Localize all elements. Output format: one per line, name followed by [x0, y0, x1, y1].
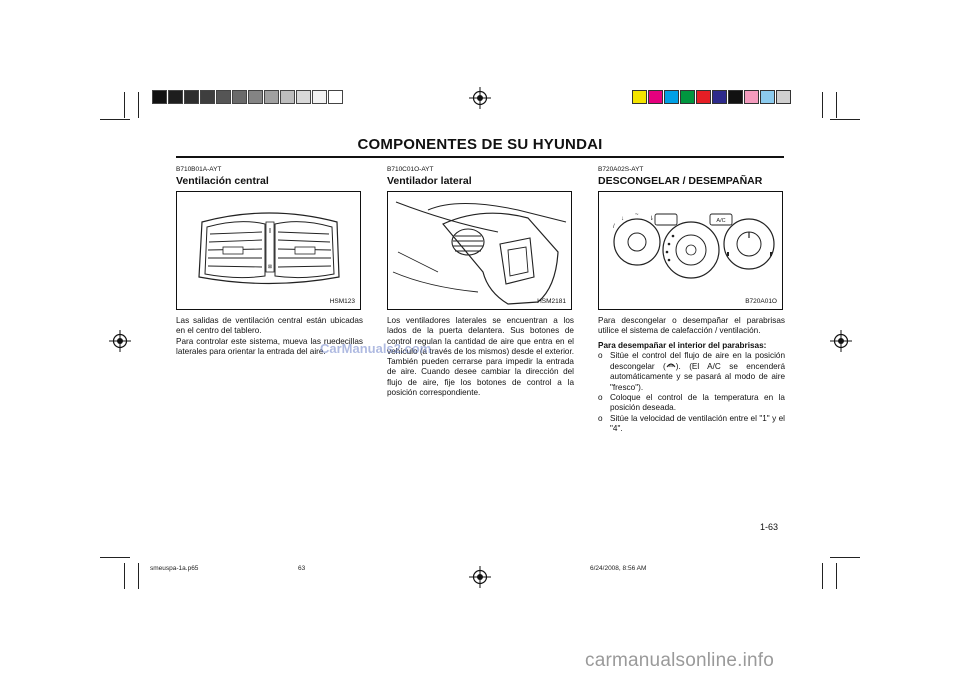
page-number: 1-63 — [760, 522, 779, 532]
crop-mark — [100, 557, 130, 558]
crop-mark — [138, 563, 139, 589]
footer-file: smeuspa-1a.p65 — [150, 565, 199, 572]
section-code: B710B01A-AYT — [176, 166, 222, 173]
color-swatch — [280, 90, 295, 104]
color-swatch — [648, 90, 663, 104]
climate-control-illustration — [599, 192, 782, 309]
color-swatch — [712, 90, 727, 104]
section-body — [598, 316, 785, 434]
registration-mark-icon — [469, 87, 491, 109]
side-vent-figure — [387, 191, 572, 310]
color-swatch — [312, 90, 327, 104]
crop-mark — [830, 119, 860, 120]
crop-mark — [124, 563, 125, 589]
crop-mark — [822, 92, 823, 118]
color-swatch — [664, 90, 679, 104]
list-item — [598, 351, 785, 393]
svg-text:/: / — [613, 224, 615, 230]
list-item — [598, 393, 785, 414]
paragraph: Los ventiladores laterales se encuentran a los lados de la puerta delantera. Sus botones de control regulan la cantidad de aire que entra en el vehículo (a través de los mismos) desde el exterior. También pueden cerrarse para impedir la entrada de aire. Cuando desee cambiar la dirección del flujo de aire, fije los botones de control a la posición correspondiente. — [387, 316, 574, 398]
paragraph: Para controlar este sistema, mueva las ruedecillas laterales para orientar la entrada del aire. — [176, 336, 363, 356]
paragraph: Las salidas de ventilación central están ubicadas en el centro del tablero. — [176, 316, 363, 336]
header-rule — [176, 156, 784, 158]
bullet-text-part: ). (El A/C se encenderá automáticamente y se pasará al modo de aire "fresco"). — [610, 362, 785, 392]
crop-mark — [836, 92, 837, 118]
grayscale-bars — [152, 90, 344, 104]
bullet-text — [610, 351, 785, 393]
color-swatch — [168, 90, 183, 104]
section-defrost — [598, 166, 785, 434]
section-title: DESCONGELAR / DESEMPAÑAR — [598, 175, 763, 187]
color-swatch — [200, 90, 215, 104]
bullet-text: Coloque el control de la temperatura en la posición deseada. — [610, 393, 785, 413]
color-swatch — [744, 90, 759, 104]
registration-mark-icon — [469, 566, 491, 588]
color-swatch — [632, 90, 647, 104]
ac-button-label: A/C — [716, 218, 726, 224]
crop-mark — [124, 92, 125, 118]
svg-text:↓: ↓ — [621, 216, 624, 222]
footer-timestamp: 6/24/2008, 8:56 AM — [590, 565, 647, 572]
climate-control-figure — [598, 191, 783, 310]
section-code: B710C01O-AYT — [387, 166, 434, 173]
color-swatch — [296, 90, 311, 104]
svg-text:⇂: ⇂ — [649, 216, 655, 222]
bullet-text: Sitúe la velocidad de ventilación entre el "1" y el "4". — [610, 413, 785, 433]
color-swatch — [152, 90, 167, 104]
bullet-marker: o — [598, 413, 603, 423]
svg-text:||: || — [268, 228, 272, 234]
color-swatch — [680, 90, 695, 104]
crop-mark — [830, 557, 860, 558]
color-swatch — [216, 90, 231, 104]
color-swatch — [760, 90, 775, 104]
crop-mark — [100, 119, 130, 120]
color-swatch — [184, 90, 199, 104]
color-swatch — [328, 90, 343, 104]
svg-text:~: ~ — [635, 212, 639, 218]
side-vent-illustration — [388, 192, 571, 309]
bullet-marker: o — [598, 350, 603, 360]
figure-code: HSM2181 — [537, 298, 566, 305]
registration-mark-icon — [830, 330, 852, 352]
defrost-icon — [666, 361, 676, 372]
list-item — [598, 414, 785, 435]
bullet-marker: o — [598, 393, 603, 403]
color-swatch — [264, 90, 279, 104]
color-swatch — [776, 90, 791, 104]
color-swatch — [232, 90, 247, 104]
crop-mark — [822, 563, 823, 589]
site-watermark: carmanualsonline.info — [585, 650, 775, 671]
svg-text:⊠: ⊠ — [267, 264, 273, 270]
section-code: B720A02S-AYT — [598, 166, 644, 173]
color-swatch — [696, 90, 711, 104]
page-title: COMPONENTES DE SU HYUNDAI — [357, 136, 603, 153]
footer-page: 63 — [298, 565, 306, 572]
bullet-text-part: Sitúe el control del flujo de aire en la posición descongelar ( — [610, 350, 785, 372]
central-vent-figure — [176, 191, 361, 310]
color-swatch — [248, 90, 263, 104]
color-bars — [632, 90, 792, 104]
subheading: Para desempañar el interior del parabrisas: — [598, 340, 767, 350]
section-side-ventilation — [387, 166, 574, 398]
section-central-ventilation — [176, 166, 363, 357]
figure-code: HSM123 — [329, 298, 355, 305]
section-body — [387, 316, 574, 398]
registration-mark-icon — [109, 330, 131, 352]
watermark: CarManuals2.com — [320, 341, 432, 356]
section-title: Ventilación central — [176, 175, 269, 187]
crop-mark — [138, 92, 139, 118]
figure-code: B720A01O — [745, 298, 777, 305]
section-title: Ventilador lateral — [387, 175, 472, 187]
color-swatch — [728, 90, 743, 104]
crop-mark — [836, 563, 837, 589]
central-vent-illustration — [177, 192, 360, 309]
intro-paragraph: Para descongelar o desempañar el parabrisas utilice el sistema de calefacción / ventilación. — [598, 316, 785, 336]
